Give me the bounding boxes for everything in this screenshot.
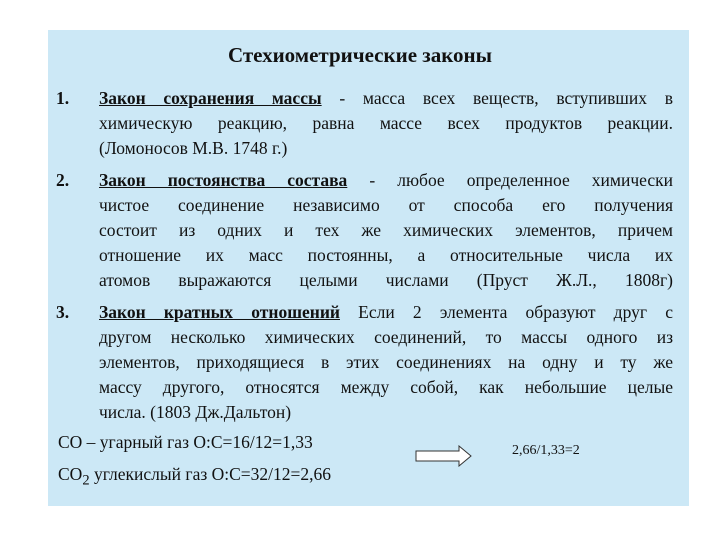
law-1-line-1	[99, 86, 673, 111]
slide-title: Стехиометрические законы	[227, 43, 493, 67]
law-1-text	[99, 86, 673, 161]
law-3-line-4: массу другого, относятся между собой, как небольшие целые	[99, 377, 673, 397]
law-2-number: 2.	[56, 170, 70, 190]
law-3-term: Закон кратных отношений	[99, 302, 340, 322]
law-2-line-1	[99, 168, 673, 193]
law-2-text	[99, 168, 673, 293]
law-1-line-2: химическую реакцию, равна массе всех продуктов реакции.	[99, 113, 673, 133]
law-2-line-2: чистое соединение независимо от способа его получения	[99, 195, 673, 215]
law-3-number: 3.	[56, 302, 70, 322]
law-1-number: 1.	[56, 88, 70, 108]
law-3-line-5: числа. (1803 Дж.Дальтон)	[99, 402, 292, 422]
law-3-line-1	[99, 300, 673, 325]
ratio-result: 2,66/1,33=2	[512, 443, 580, 458]
law-3-line-2: другом несколько химических соединений, то массы одного из	[99, 327, 673, 347]
co2-subscript: 2	[82, 472, 90, 489]
co2-formula	[58, 464, 331, 490]
law-2-line-4: отношение их масс постоянны, а относительные числа их	[99, 245, 673, 265]
law-1-line-3: (Ломоносов М.В. 1748 г.)	[99, 138, 288, 158]
right-arrow-icon	[415, 445, 473, 467]
law-3-line-1-rest: Если 2 элемента образуют друг с	[339, 302, 673, 322]
law-2-line-3: состоит из одних и тех же химических элементов, причем	[99, 220, 673, 240]
law-2-line-5: атомов выражаются целыми числами (Пруст Ж.Л., 1808г)	[99, 270, 673, 290]
law-1-line-1-rest: - масса всех веществ, вступивших в	[321, 88, 673, 108]
co-formula: CO – угарный газ O:C=16/12=1,33	[58, 432, 313, 452]
co2-description: углекислый газ O:C=32/12=2,66	[89, 464, 332, 484]
law-2-line-1-rest: - любое определенное химически	[347, 170, 673, 190]
law-3-text	[99, 300, 673, 425]
law-2-term: Закон постоянства состава	[99, 170, 348, 190]
law-1-term: Закон сохранения массы	[99, 88, 322, 108]
law-3-line-3: элементов, приходящиеся в этих соединениях на одну и ту же	[99, 352, 673, 372]
co2-symbol: CO	[58, 464, 83, 484]
